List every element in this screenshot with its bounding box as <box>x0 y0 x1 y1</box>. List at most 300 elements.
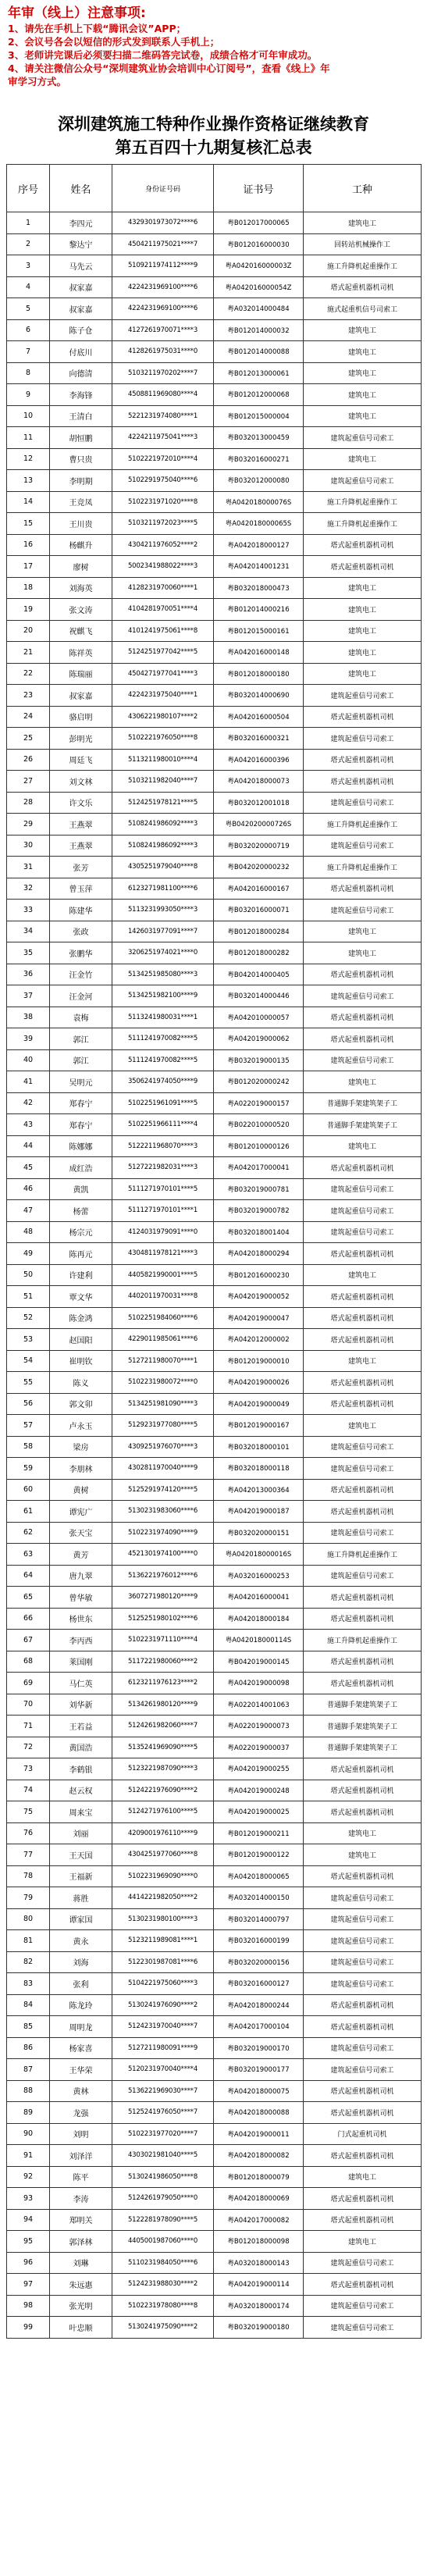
row-name: 王天国 <box>50 1844 112 1866</box>
table-row <box>7 1049 422 1071</box>
row-index: 37 <box>7 985 50 1007</box>
row-id-number: 5109211974112****9 <box>112 255 214 277</box>
row-id-number: 5104221975060****3 <box>112 1973 214 1995</box>
table-row <box>7 1887 422 1909</box>
row-id-number: 4224211975041****3 <box>112 427 214 449</box>
row-certificate-number: 粤B032019000781 <box>214 1178 304 1200</box>
row-name: 王清白 <box>50 405 112 427</box>
row-certificate-number: 粤A042010000057 <box>214 1007 304 1028</box>
table-row <box>7 663 422 685</box>
row-id-number: 5129231977080****5 <box>112 1415 214 1437</box>
row-id-number: 4224231969100****6 <box>112 276 214 298</box>
row-name: 黎达宁 <box>50 233 112 255</box>
row-id-number: 3607271980120****9 <box>112 1587 214 1609</box>
row-index: 48 <box>7 1221 50 1243</box>
table-row <box>7 491 422 513</box>
row-name: 陈平 <box>50 2166 112 2188</box>
row-id-number: 5123211989081****1 <box>112 1930 214 1952</box>
row-job-type: 塔式起重机器机司机 <box>304 2080 422 2102</box>
row-certificate-number: 粤B042019000145 <box>214 1651 304 1673</box>
row-id-number: 4405821990001****5 <box>112 1264 214 1286</box>
table-row <box>7 1479 422 1501</box>
table-row <box>7 1307 422 1329</box>
row-index: 68 <box>7 1651 50 1673</box>
row-certificate-number: 粤B032016000271 <box>214 448 304 470</box>
table-row <box>7 1114 422 1136</box>
table-row <box>7 900 422 921</box>
row-certificate-number: 粤A042019000114 <box>214 2274 304 2296</box>
row-index: 41 <box>7 1071 50 1093</box>
row-id-number: 4128231970060****1 <box>112 577 214 599</box>
table-row <box>7 1071 422 1093</box>
row-index: 39 <box>7 1028 50 1050</box>
table-row <box>7 835 422 857</box>
row-id-number: 5103211982040****7 <box>112 771 214 793</box>
row-index: 32 <box>7 878 50 900</box>
table-row <box>7 1737 422 1758</box>
row-name: 曹只贵 <box>50 448 112 470</box>
row-certificate-number: 粤B012016000230 <box>214 1264 304 1286</box>
row-certificate-number: 粤B032013000459 <box>214 427 304 449</box>
row-name: 郭泽林 <box>50 2231 112 2253</box>
row-certificate-number: 粤B012014000216 <box>214 599 304 621</box>
row-index: 60 <box>7 1479 50 1501</box>
row-certificate-number: 粤A042019000187 <box>214 1501 304 1523</box>
row-certificate-number: 粤A042018000065 <box>214 1865 304 1887</box>
row-name: 龙强 <box>50 2102 112 2124</box>
row-index: 74 <box>7 1780 50 1801</box>
row-name: 刘泽洋 <box>50 2145 112 2167</box>
row-index: 92 <box>7 2166 50 2188</box>
row-job-type: 塔式起重机器机司机 <box>304 1608 422 1630</box>
row-id-number: 4504211975021****7 <box>112 233 214 255</box>
row-certificate-number: 粤B032014000690 <box>214 685 304 707</box>
row-id-number: 4127261970071****3 <box>112 319 214 341</box>
row-job-type: 建筑起重信号司索工 <box>304 1908 422 1930</box>
roster-table <box>6 164 422 2339</box>
row-index: 55 <box>7 1372 50 1394</box>
row-job-type: 塔式起重机器机司机 <box>304 556 422 578</box>
row-index: 83 <box>7 1973 50 1995</box>
table-row <box>7 1865 422 1887</box>
row-name: 覃文华 <box>50 1286 112 1308</box>
row-index: 88 <box>7 2080 50 2102</box>
row-job-type: 塔式起重机器机司机 <box>304 1758 422 1780</box>
row-index: 59 <box>7 1458 50 1480</box>
row-job-type: 塔式起重机器机司机 <box>304 2145 422 2167</box>
header-name: 姓名 <box>50 165 112 212</box>
row-certificate-number: 粤A042019000248 <box>214 1780 304 1801</box>
row-index: 82 <box>7 1951 50 1973</box>
row-job-type: 建筑电工 <box>304 1350 422 1372</box>
row-id-number: 5113241980031****1 <box>112 1007 214 1028</box>
row-certificate-number: 粤B032019000177 <box>214 2059 304 2081</box>
row-job-type: 塔式起重机器机司机 <box>304 2274 422 2296</box>
row-name: 刘琳 <box>50 2252 112 2274</box>
row-certificate-number: 粤A042017000041 <box>214 1157 304 1179</box>
row-job-type: 塔式起重机器机司机 <box>304 1801 422 1823</box>
table-row <box>7 620 422 642</box>
row-id-number: 5124221976090****2 <box>112 1780 214 1801</box>
document-title-line-2: 第五百四十九期复核汇总表 <box>115 137 312 157</box>
table-row <box>7 405 422 427</box>
table-row <box>7 2016 422 2038</box>
row-job-type: 建筑起重信号司索工 <box>304 2059 422 2081</box>
row-id-number: 6123271981100****6 <box>112 878 214 900</box>
row-job-type: 建筑起重信号司索工 <box>304 1221 422 1243</box>
row-job-type: 塔式起重机器机司机 <box>304 1157 422 1179</box>
row-job-type: 普通脚手架建筑架子工 <box>304 1716 422 1737</box>
row-job-type: 塔式起重机器机司机 <box>304 749 422 771</box>
row-certificate-number: 粤B012020000242 <box>214 1071 304 1093</box>
row-name: 梁房 <box>50 1436 112 1458</box>
table-row <box>7 1286 422 1308</box>
table-row <box>7 276 422 298</box>
row-name: 黄凯 <box>50 1178 112 1200</box>
row-certificate-number: 粤A042019000062 <box>214 1028 304 1050</box>
row-index: 26 <box>7 749 50 771</box>
table-row <box>7 728 422 750</box>
row-job-type: 建筑起重信号司索工 <box>304 835 422 857</box>
row-certificate-number: 粤B032016000321 <box>214 728 304 750</box>
row-index: 97 <box>7 2274 50 2296</box>
row-name: 曾玉萍 <box>50 878 112 900</box>
row-id-number: 5103211970202****7 <box>112 362 214 384</box>
table-row <box>7 1157 422 1179</box>
row-id-number: 4303021981040****5 <box>112 2145 214 2167</box>
row-certificate-number: 粤A032014000484 <box>214 298 304 320</box>
row-name: 刘文林 <box>50 771 112 793</box>
row-index: 23 <box>7 685 50 707</box>
row-name: 李明期 <box>50 470 112 492</box>
row-job-type: 建筑起重信号司索工 <box>304 900 422 921</box>
notice-line-4: 4、请关注微信公众号“深圳建筑业协会培训中心订阅号”，查看《线上》年 <box>8 62 330 74</box>
row-certificate-number: 粤A042012000002 <box>214 1329 304 1351</box>
row-name: 叶忠顺 <box>50 2317 112 2339</box>
table-row <box>7 2274 422 2296</box>
row-index: 65 <box>7 1587 50 1609</box>
row-certificate-number: 粤B032016000199 <box>214 1930 304 1952</box>
row-certificate-number: 粤A042018000244 <box>214 1994 304 2016</box>
row-certificate-number: 粤B022010000520 <box>214 1114 304 1136</box>
row-name: 骆启明 <box>50 706 112 728</box>
table-row <box>7 1329 422 1351</box>
table-row <box>7 642 422 664</box>
row-id-number: 5134251981090****3 <box>112 1393 214 1415</box>
row-name: 陈再元 <box>50 1243 112 1265</box>
table-row <box>7 1973 422 1995</box>
row-certificate-number: 粤B032020000156 <box>214 1951 304 1973</box>
row-name: 王川贵 <box>50 513 112 535</box>
row-index: 33 <box>7 900 50 921</box>
row-certificate-number: 粤A042019000047 <box>214 1307 304 1329</box>
row-certificate-number: 粤A022014001063 <box>214 1694 304 1716</box>
row-job-type: 建筑电工 <box>304 362 422 384</box>
row-name: 王福新 <box>50 1865 112 1887</box>
row-id-number: 5127211980091****9 <box>112 2037 214 2059</box>
row-index: 2 <box>7 233 50 255</box>
row-id-number: 5102231978080****8 <box>112 2295 214 2317</box>
row-id-number: 5122211968070****3 <box>112 1135 214 1157</box>
row-certificate-number: 粤A042019000098 <box>214 1673 304 1694</box>
row-index: 46 <box>7 1178 50 1200</box>
row-name: 汪金河 <box>50 985 112 1007</box>
row-id-number: 5113211980010****4 <box>112 749 214 771</box>
row-index: 5 <box>7 298 50 320</box>
row-certificate-number: 粤A042018000184 <box>214 1608 304 1630</box>
row-job-type: 建筑电工 <box>304 212 422 234</box>
notice-line-3: 3、老师讲完课后必须要扫描二维码答完试卷，成绩合格才可年审成功。 <box>8 49 318 61</box>
row-index: 98 <box>7 2295 50 2317</box>
row-name: 张芳 <box>50 857 112 878</box>
row-certificate-number: 粤B032016000071 <box>214 900 304 921</box>
row-name: 赵云权 <box>50 1780 112 1801</box>
row-index: 69 <box>7 1673 50 1694</box>
row-job-type: 建筑电工 <box>304 2166 422 2188</box>
row-certificate-number: 粤A032018000143 <box>214 2252 304 2274</box>
row-name: 唐九翠 <box>50 1565 112 1587</box>
row-index: 1 <box>7 212 50 234</box>
row-id-number: 4414221982050****2 <box>112 1887 214 1909</box>
row-name: 付底川 <box>50 341 112 363</box>
row-id-number: 5110231984050****6 <box>112 2252 214 2274</box>
row-index: 25 <box>7 728 50 750</box>
row-id-number: 5103211972023****5 <box>112 513 214 535</box>
table-row <box>7 1951 422 1973</box>
table-row <box>7 771 422 793</box>
table-row <box>7 1544 422 1566</box>
table-row <box>7 942 422 964</box>
row-index: 52 <box>7 1307 50 1329</box>
row-job-type: 建筑起重信号司索工 <box>304 1458 422 1480</box>
row-index: 4 <box>7 276 50 298</box>
row-certificate-number: 粤B032012001018 <box>214 792 304 814</box>
table-row <box>7 384 422 406</box>
row-index: 93 <box>7 2188 50 2210</box>
row-name: 郭江 <box>50 1049 112 1071</box>
notice-line-5: 审学习方式。 <box>8 76 67 87</box>
row-index: 10 <box>7 405 50 427</box>
row-name: 陈娜娜 <box>50 1135 112 1157</box>
row-name: 黄树 <box>50 1479 112 1501</box>
row-job-type: 建筑起重信号司索工 <box>304 985 422 1007</box>
row-certificate-number: 粤B042020000726S <box>214 814 304 836</box>
row-certificate-number: 粤B012013000061 <box>214 362 304 384</box>
row-job-type: 建筑起重信号司索工 <box>304 427 422 449</box>
row-name: 杨麒升 <box>50 534 112 556</box>
row-id-number: 5221231974080****1 <box>112 405 214 427</box>
table-row <box>7 1436 422 1458</box>
header-id-number: 身份证号码 <box>112 165 214 212</box>
row-name: 周来宝 <box>50 1801 112 1823</box>
row-name: 叔家嘉 <box>50 685 112 707</box>
row-name: 彭明光 <box>50 728 112 750</box>
table-header-row <box>7 165 422 212</box>
row-certificate-number: 粤B032018000118 <box>214 1458 304 1480</box>
table-row <box>7 1801 422 1823</box>
row-id-number: 5124271976100****5 <box>112 1801 214 1823</box>
table-row <box>7 2231 422 2253</box>
row-name: 曾华敏 <box>50 1587 112 1609</box>
row-index: 18 <box>7 577 50 599</box>
table-row <box>7 921 422 942</box>
row-index: 54 <box>7 1350 50 1372</box>
row-index: 77 <box>7 1844 50 1866</box>
row-name: 郭文卯 <box>50 1393 112 1415</box>
row-certificate-number: 粤B032019000180 <box>214 2317 304 2339</box>
row-certificate-number: 粤A042016000504 <box>214 706 304 728</box>
row-certificate-number: 粤A042018000069 <box>214 2188 304 2210</box>
row-certificate-number: 粤B012014000088 <box>214 341 304 363</box>
table-row <box>7 1630 422 1651</box>
row-id-number: 4304211976052****2 <box>112 534 214 556</box>
table-row <box>7 1673 422 1694</box>
row-certificate-number: 粤A042014001231 <box>214 556 304 578</box>
row-certificate-number: 粤A042018000082 <box>214 2145 304 2167</box>
row-job-type: 塔式起重机器机司机 <box>304 276 422 298</box>
row-id-number: 4224231969100****6 <box>112 298 214 320</box>
row-certificate-number: 粤A042016000148 <box>214 642 304 664</box>
row-index: 94 <box>7 2209 50 2231</box>
row-id-number: 5122281978090****5 <box>112 2209 214 2231</box>
row-id-number: 5124231970040****7 <box>112 2016 214 2038</box>
row-certificate-number: 粤A042019000026 <box>214 1372 304 1394</box>
row-job-type: 建筑电工 <box>304 663 422 685</box>
row-name: 陈金鸿 <box>50 1307 112 1329</box>
row-id-number: 5136221969030****7 <box>112 2080 214 2102</box>
row-certificate-number: 粤B032016000127 <box>214 1973 304 1995</box>
table-row <box>7 1200 422 1222</box>
table-row <box>7 341 422 363</box>
row-job-type: 建筑电工 <box>304 1844 422 1866</box>
table-row <box>7 2123 422 2145</box>
row-index: 87 <box>7 2059 50 2081</box>
table-row <box>7 2188 422 2210</box>
row-certificate-number: 粤B032018000473 <box>214 577 304 599</box>
row-id-number: 5102221976050****8 <box>112 728 214 750</box>
row-id-number: 4124031979091****0 <box>112 1221 214 1243</box>
row-id-number: 4306221980107****2 <box>112 706 214 728</box>
row-job-type: 建筑起重信号司索工 <box>304 2317 422 2339</box>
row-name: 马先云 <box>50 255 112 277</box>
table-row <box>7 470 422 492</box>
row-certificate-number: 粤A042019000255 <box>214 1758 304 1780</box>
row-name: 杨宗元 <box>50 1221 112 1243</box>
row-id-number: 4402011970031****8 <box>112 1286 214 1308</box>
row-certificate-number: 粤B012017000065 <box>214 212 304 234</box>
row-index: 14 <box>7 491 50 513</box>
row-certificate-number: 粤B032014000446 <box>214 985 304 1007</box>
row-id-number: 5108241986092****3 <box>112 835 214 857</box>
row-job-type: 建筑电工 <box>304 599 422 621</box>
row-name: 张政 <box>50 921 112 942</box>
row-job-type: 建筑起重信号司索工 <box>304 1951 422 1973</box>
row-id-number: 5127211980070****1 <box>112 1350 214 1372</box>
table-row <box>7 1007 422 1028</box>
row-id-number: 5124261979050****0 <box>112 2188 214 2210</box>
row-name: 张利 <box>50 1973 112 1995</box>
notice-line-1: 1、请先在手机上下载“腾讯会议”APP； <box>8 23 187 34</box>
row-id-number: 5134251985080****3 <box>112 964 214 985</box>
row-id-number: 5102291975040****6 <box>112 470 214 492</box>
table-row <box>7 2166 422 2188</box>
row-name: 张文涛 <box>50 599 112 621</box>
row-name: 谭宪广 <box>50 1501 112 1523</box>
row-certificate-number: 粤A022019000037 <box>214 1737 304 1758</box>
table-row <box>7 1415 422 1437</box>
row-job-type: 建筑起重信号司索工 <box>304 1436 422 1458</box>
row-certificate-number: 粤B032019000782 <box>214 1200 304 1222</box>
row-id-number: 5002341988022****3 <box>112 556 214 578</box>
row-index: 86 <box>7 2037 50 2059</box>
row-job-type: 塔式起重机器机司机 <box>304 2188 422 2210</box>
row-job-type: 塔式起重机器机司机 <box>304 1994 422 2016</box>
row-id-number: 6123211976123****2 <box>112 1673 214 1694</box>
row-certificate-number: 粤A042016000054Z <box>214 276 304 298</box>
table-row <box>7 1178 422 1200</box>
row-job-type: 建筑起重信号司索工 <box>304 728 422 750</box>
row-name: 向德清 <box>50 362 112 384</box>
row-id-number: 4309251976070****3 <box>112 1436 214 1458</box>
table-row <box>7 2102 422 2124</box>
row-certificate-number: 粤B012018000079 <box>214 2166 304 2188</box>
row-id-number: 5127221982031****3 <box>112 1157 214 1179</box>
row-index: 31 <box>7 857 50 878</box>
table-row <box>7 2145 422 2167</box>
row-name: 郑春宁 <box>50 1114 112 1136</box>
table-row <box>7 319 422 341</box>
row-name: 陈子仓 <box>50 319 112 341</box>
row-index: 75 <box>7 1801 50 1823</box>
row-id-number: 5102231980072****0 <box>112 1372 214 1394</box>
table-row <box>7 1028 422 1050</box>
row-certificate-number: 粤B032014000797 <box>214 1908 304 1930</box>
row-name: 张光明 <box>50 2295 112 2317</box>
row-certificate-number: 粤A032016000253 <box>214 1565 304 1587</box>
row-index: 22 <box>7 663 50 685</box>
row-job-type: 塔式起重机器机司机 <box>304 2102 422 2124</box>
row-id-number: 5117221980060****2 <box>112 1651 214 1673</box>
row-name: 袁梅 <box>50 1007 112 1028</box>
row-index: 11 <box>7 427 50 449</box>
row-job-type: 塔式起重机器机司机 <box>304 1479 422 1501</box>
row-name: 崔明钦 <box>50 1350 112 1372</box>
row-name: 祝麒飞 <box>50 620 112 642</box>
row-index: 34 <box>7 921 50 942</box>
row-name: 陈瑞丽 <box>50 663 112 685</box>
row-certificate-number: 粤B012018000098 <box>214 2231 304 2253</box>
row-name: 陈龙玲 <box>50 1994 112 2016</box>
table-row <box>7 1780 422 1801</box>
row-id-number: 5102221972010****4 <box>112 448 214 470</box>
row-certificate-number: 粤B012015000161 <box>214 620 304 642</box>
row-name: 王燕翠 <box>50 835 112 857</box>
row-certificate-number: 粤A042017000082 <box>214 2209 304 2231</box>
row-id-number: 3506241974050****9 <box>112 1071 214 1093</box>
row-name: 王燕翠 <box>50 814 112 836</box>
row-id-number: 4224231975040****1 <box>112 685 214 707</box>
row-index: 6 <box>7 319 50 341</box>
row-id-number: 5102251961091****5 <box>112 1092 214 1114</box>
row-name: 卢永玉 <box>50 1415 112 1437</box>
row-certificate-number: 粤B012019000167 <box>214 1415 304 1437</box>
row-job-type: 门式起重机司机 <box>304 2123 422 2145</box>
row-certificate-number: 粤A022019000157 <box>214 1092 304 1114</box>
row-index: 16 <box>7 534 50 556</box>
row-name: 陈建华 <box>50 900 112 921</box>
row-job-type: 施工升降机起重操作工 <box>304 857 422 878</box>
table-row <box>7 1822 422 1844</box>
